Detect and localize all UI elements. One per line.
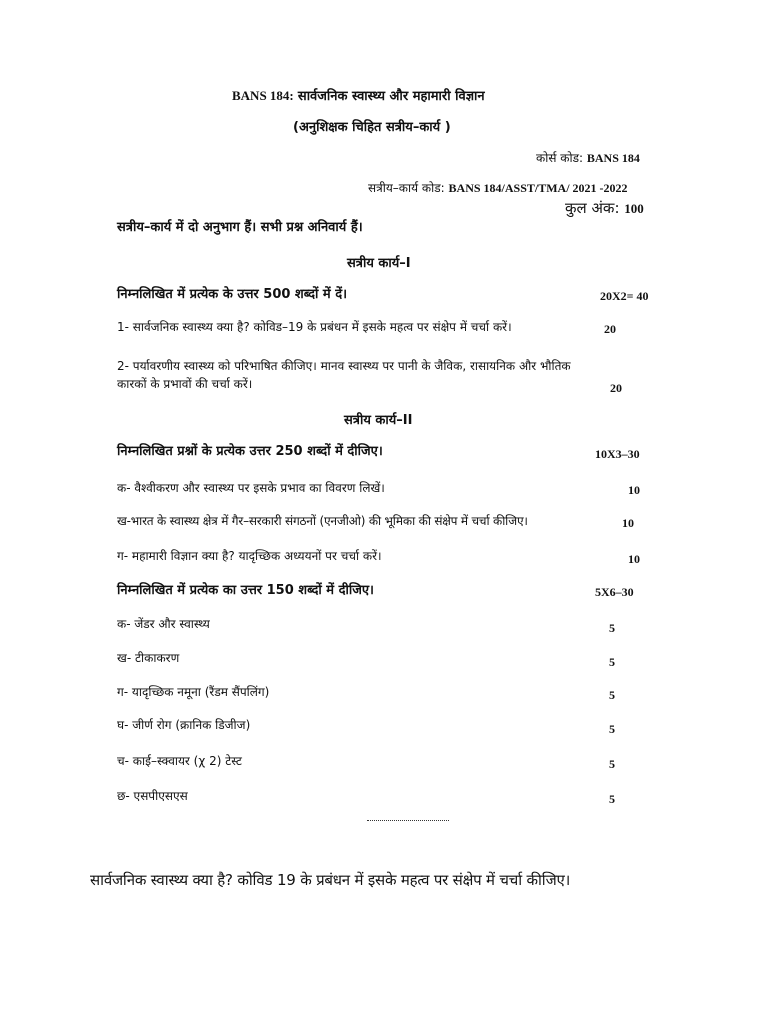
question-2-line-2: कारकों के प्रभावों की चर्चा करें।	[117, 377, 253, 391]
question-2b-cha-marks: 5	[609, 757, 615, 771]
question-2b-chha-marks: 5	[609, 792, 615, 806]
section-1-title: सत्रीय कार्य–I	[347, 256, 411, 271]
document-title	[232, 88, 485, 105]
course-code-label: कोर्स कोड:	[536, 151, 584, 165]
question-1-marks: 20	[604, 322, 616, 336]
assignment-code-line	[368, 181, 628, 195]
section-1-marks: 20X2= 40	[600, 289, 649, 303]
question-2a-kha-marks: 10	[622, 516, 634, 530]
question-2a-ga: ग- महामारी विज्ञान क्या है? यादृच्छिक अध्ययनों पर चर्चा करें।	[117, 549, 382, 563]
instructions: सत्रीय–कार्य में दो अनुभाग हैं। सभी प्रश्न अनिवार्य हैं।	[117, 220, 363, 235]
question-2-marks: 20	[610, 381, 622, 395]
document-subtitle: (अनुशिक्षक चिहित सत्रीय–कार्य )	[293, 120, 451, 135]
question-2b-chha: छ- एसपीएसएस	[117, 789, 188, 803]
question-2b-ka-marks: 5	[609, 621, 615, 635]
total-marks-line	[565, 199, 644, 217]
course-code-line	[536, 151, 640, 165]
question-2-line-1: 2- पर्यावरणीय स्वास्थ्य को परिभाषित कीजिए। मानव स्वास्थ्य पर पानी के जैविक, रासायनिक और भौतिक	[117, 359, 571, 373]
question-2b-kha-marks: 5	[609, 655, 615, 669]
separator-dots	[367, 820, 449, 821]
question-2b-cha: च- काई–स्क्वायर (χ 2) टेस्ट	[117, 754, 242, 768]
assignment-code-value: BANS 184/ASST/TMA/ 2021 -2022	[448, 181, 628, 195]
question-2b-gha-marks: 5	[609, 722, 615, 736]
section-2b-instruction: निम्नलिखित में प्रत्येक का उत्तर 150 शब्दों में दीजिए।	[117, 583, 374, 598]
question-2b-gha: घ- जीर्ण रोग (क्रानिक डिजीज)	[117, 718, 251, 732]
footer-question: सार्वजनिक स्वास्थ्य क्या है? कोविड 19 के प्रबंधन में इसके महत्व पर संक्षेप में चर्चा कीजिए।	[90, 871, 571, 889]
question-2a-ga-marks: 10	[628, 552, 640, 566]
course-code-value: BANS 184	[586, 151, 640, 165]
section-2b-marks: 5X6–30	[595, 585, 634, 599]
question-2b-ga-marks: 5	[609, 688, 615, 702]
title-hindi: सार्वजनिक स्वास्थ्य और महामारी विज्ञान	[297, 89, 485, 104]
question-2b-ga: ग- यादृच्छिक नमूना (रैंडम सैंपलिंग)	[117, 685, 270, 699]
section-1-instruction: निम्नलिखित में प्रत्येक के उत्तर 500 शब्दों में दें।	[117, 287, 348, 302]
total-marks-label: कुल अंक:	[565, 199, 620, 217]
question-2a-ka-marks: 10	[628, 483, 640, 497]
question-2a-ka: क- वैश्वीकरण और स्वास्थ्य पर इसके प्रभाव का विवरण लिखें।	[117, 481, 385, 495]
question-2b-ka: क- जेंडर और स्वास्थ्य	[117, 617, 210, 631]
question-1: 1- सार्वजनिक स्वास्थ्य क्या है? कोविड–19 के प्रबंधन में इसके महत्व पर संक्षेप में चर्चा करें।	[117, 320, 512, 334]
section-2a-marks: 10X3–30	[595, 447, 640, 461]
question-2a-kha: ख-भारत के स्वास्थ्य क्षेत्र में गैर–सरकारी संगठनों (एनजीओ) की भूमिका की संक्षेप में चर्चा कीजिए।	[117, 514, 528, 528]
section-2a-instruction: निम्नलिखित प्रश्नों के प्रत्येक उत्तर 250 शब्दों में दीजिए।	[117, 444, 383, 459]
course-code-title: BANS 184:	[232, 88, 294, 103]
assignment-code-label: सत्रीय–कार्य कोड:	[368, 181, 445, 195]
section-2-title: सत्रीय कार्य–II	[344, 413, 413, 428]
question-2b-kha: ख- टीकाकरण	[117, 651, 180, 665]
total-marks-value: 100	[624, 201, 644, 216]
